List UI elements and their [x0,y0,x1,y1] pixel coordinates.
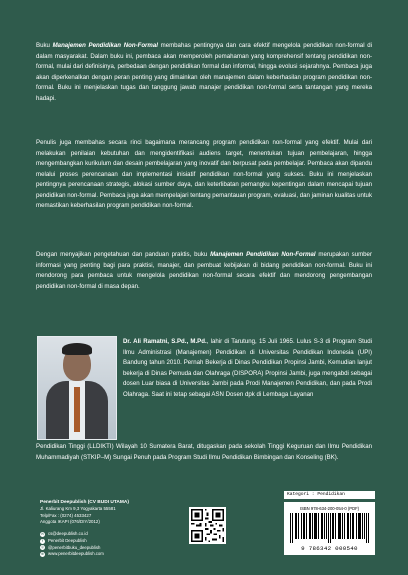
facebook-text: Penerbit Deepublish [48,537,87,543]
publisher-name: Penerbit Deepublish (CV BUDI UTAMA) [40,500,129,505]
p3-lead: Dengan menyajikan pengetahuan dan panduan praktis, buku [36,251,211,258]
author-photo [37,336,117,440]
email-icon: ✉ [41,531,44,536]
contact-instagram[interactable] [40,545,160,552]
email-text: cs@deepublish.co.id [48,531,88,536]
photo-tie [74,387,80,432]
author-bio-continued: Pendidikan Tinggi (LLDIKTI) Wilayah 10 Sumatera Barat, ditugaskan pada sekolah Tinggi Keguruan dan Ilmu Pendidikan Muhammadiyah (STKIP–M) Sungai Penuh pada Program Studi Ilmu Pendidikan Bimbingan dan Konseling (BK). [36,443,372,461]
p1-body: membahas pentingnya dan cara efektif mengelola pendidikan non-formal di dalam masyarakat. Dalam buku ini, pembaca akan memperoleh pemahaman yang komprehensif tentang pendidikan non-formal, mulai dari definisinya, perbedaan dengan pendidikan formal dan informal, hingga evolusi sejarahnya. Pembaca juga akan diperkenalkan dengan peran penting yang dimainkan oleh manajemen dalam keberhasilan program pendidikan non-formal. Buku ini menjelaskan tugas dan tanggung jawab manajer pendidikan non-formal serta tantangan yang mereka hadapi. [36,42,372,102]
book-title-mention: Manajemen Pendidikan Non-Formal [52,42,158,49]
barcode-digits: 9 786342 000540 [301,545,358,552]
instagram-icon: ◎ [40,545,45,550]
isbn-barcode-box [284,502,375,555]
contact-email[interactable] [40,531,160,538]
barcode-bars [290,513,369,543]
category-label: Kategori : Pendidikan [284,491,375,499]
globe-icon: ⊕ [41,552,44,557]
p1-lead: Buku [36,42,53,49]
p3-body: merupakan sumber informasi yang penting bagi para praktisi, manajer, dan pembuat kebijakan di bidang pendidikan non-formal. Buku ini mendorong para pembaca untuk mengelola pendidikan non-formal secara efektif dan mendorong pengembangan pendidikan non-formal di masa depan. [36,251,372,290]
photo-hair [62,343,92,355]
instagram-text: @penerbitbuku_deepublish [48,544,101,550]
qr-code-graphic [189,507,226,544]
isbn-text: ISBN 978-634-200-054-0 (PDF) [299,506,360,511]
contact-facebook[interactable] [40,538,160,545]
publisher-phone: Telp/Fax : (0274) 4533427 [40,512,92,518]
author-bio [123,337,372,400]
publisher-contacts [40,531,160,558]
contact-website[interactable] [40,551,160,558]
qr-code [189,507,226,544]
description-paragraph-1 [36,41,372,104]
facebook-icon: f [40,539,45,544]
publisher-member: Anggota IKAPI (076/DIY/2012) [40,518,100,524]
description-paragraph-2: Penulis juga membahas secara rinci bagaimana merancang program pendidikan non-formal yang efektif. Mulai dari melakukan penilaian kebutuhan dan mengidentifikasi audiens target, menentukan tujuan pembelajaran, hingga mengembangkan kurikulum dan desain pembelajaran yang inovatif dan berpusat pada pembelajar. Pembaca akan dipandu melalui proses perencanaan dan implementasi inisiatif pendidikan non-formal yang sukses. Buku ini menjelaskan pentingnya perencanaan strategis, alokasi sumber daya, dan keterlibatan pemangku kepentingan dalam mencapai tujuan pendidikan non-formal. Pembaca juga akan mempelajari tentang pemantauan program, evaluasi, dan jaminan kualitas untuk memastikan keberhasilan program pendidikan non-formal. [36,139,372,209]
website-text: www.penerbitdeepublish.com [48,551,104,557]
book-title-mention: Manajemen Pendidikan Non-Formal [210,251,316,258]
author-name: Dr. Ali Ramatni, S.Pd., M.Pd. [123,338,207,345]
author-bio-top: , lahir di Tarutung, 15 Juli 1965. Lulus S-3 di Program Studi Ilmu Administrasi (Manajemen) Pendidikan di Universitas Pendidikan Indonesia (UPI) Bandung tahun 2010. Pernah Bekerja di Dinas Pendidikan Propinsi Jambi, Kemudian lanjut bekerja di Dinas Pemuda dan Olahraga (DISPORA) Propinsi Jambi, juga mengabdi sebagai dosen Luar biasa di Universitas Jambi pada Prodi Manajemen Pendidikan, dan pada Prodi Olahraga. Saat ini tetap sebagai ASN Dosen dpk di Lembaga Layanan [123,338,372,398]
publisher-address: Jl. Kaliurang Km 9,3 Yogyakarta 55581 [40,506,116,512]
description-paragraph-3 [36,250,372,292]
publisher-info [40,500,190,525]
